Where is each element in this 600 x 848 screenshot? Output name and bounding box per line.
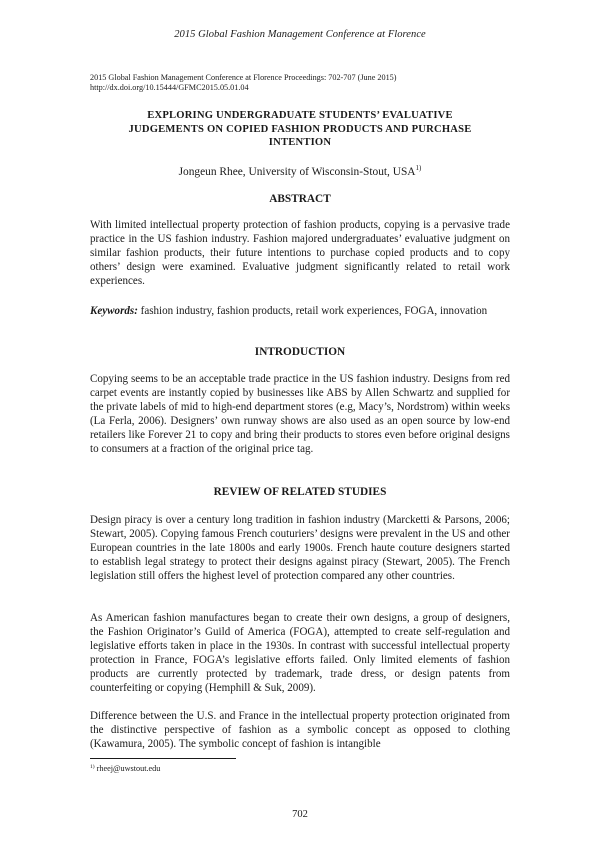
footnote-divider xyxy=(90,758,236,759)
abstract-heading: ABSTRACT xyxy=(269,193,331,205)
keywords-label: Keywords: xyxy=(90,305,138,317)
title-line: JUDGEMENTS ON COPIED FASHION PRODUCTS AND PURCHASE xyxy=(128,123,472,135)
title-line: EXPLORING UNDERGRADUATE STUDENTS’ EVALUATIVE xyxy=(147,110,453,121)
footnote xyxy=(90,764,160,773)
author-footnote-mark: 1) xyxy=(415,164,422,172)
review-paragraph-3: Difference between the U.S. and France in the intellectual property protection originated from the distinctive perspective of fashion as a symbolic concept as opposed to clothing (Kawamura, 2005). The symbolic concept of fashion is intangible xyxy=(90,710,510,751)
page-number: 702 xyxy=(292,809,308,820)
keywords-text: fashion industry, fashion products, retail work experiences, FOGA, innovation xyxy=(137,305,488,317)
author-name: Jongeun Rhee, University of Wisconsin-Stout, USA xyxy=(178,166,416,178)
keywords-paragraph xyxy=(90,304,510,318)
introduction-heading: INTRODUCTION xyxy=(254,346,346,358)
running-header: 2015 Global Fashion Management Conference at Florence xyxy=(174,29,426,40)
footnote-mark: 1) xyxy=(90,764,95,770)
review-paragraph-1: Design piracy is over a century long tradition in fashion industry (Marcketti & Parsons, 2006; Stewart, 2005). Copying famous French couturiers’ designs were prevalent in the US and other European countries in the late 1800s and early 1900s. French haute couture designers started to establish legal strategy to protect their designs against piracy (Stewart, 2005). The French legislation still offers the highest level of protection compared any other countries. xyxy=(90,514,510,583)
citation-block xyxy=(90,73,520,94)
review-paragraph-2: As American fashion manufactures began to create their own designs, a group of designers, the Fashion Originator’s Guild of America (FOGA), attempted to create self-regulation and legislative efforts taken in place in the 1930s. In contrast with successful intellectual property protection in France, FOGA’s legislative efforts failed. Only limited elements of fashion products are currently protected by trademark, trade dress, or design patents from counterfeiting or copying (Hemphill & Suk, 2009). xyxy=(90,612,510,695)
footnote-email[interactable]: rheej@uwstout.edu xyxy=(94,764,161,773)
introduction-text: Copying seems to be an acceptable trade practice in the US fashion industry. Designs from red carpet events are instantly copied by businesses like ABS by Allen Schwartz and supplied for the private labels of mid to high-end department stores (e.g, Macy’s, Nordstrom) within weeks (La Ferla, 2006). Designers’ own runway shows are also used as an open source by low-end retailers like Forever 21 to copy and bring their products to stores even before original designs to consumers at a fraction of the original price tag. xyxy=(90,373,510,456)
proceedings-line: 2015 Global Fashion Management Conference at Florence Proceedings: 702-707 (June 2015) xyxy=(90,73,397,82)
author-line xyxy=(0,166,600,178)
abstract-text: With limited intellectual property protection of fashion products, copying is a pervasive trade practice in the US fashion industry. Fashion majored undergraduates’ evaluative judgment on similar fashion products, their future intentions to purchase copied products and to copy others’ design were examined. Evaluative judgment significantly related to retail work experiences. xyxy=(90,219,510,288)
title-line: INTENTION xyxy=(268,137,332,148)
review-heading: REVIEW OF RELATED STUDIES xyxy=(213,486,387,498)
paper-title xyxy=(90,109,510,150)
doi-link[interactable]: http://dx.doi.org/10.15444/GFMC2015.05.01.04 xyxy=(90,83,249,93)
